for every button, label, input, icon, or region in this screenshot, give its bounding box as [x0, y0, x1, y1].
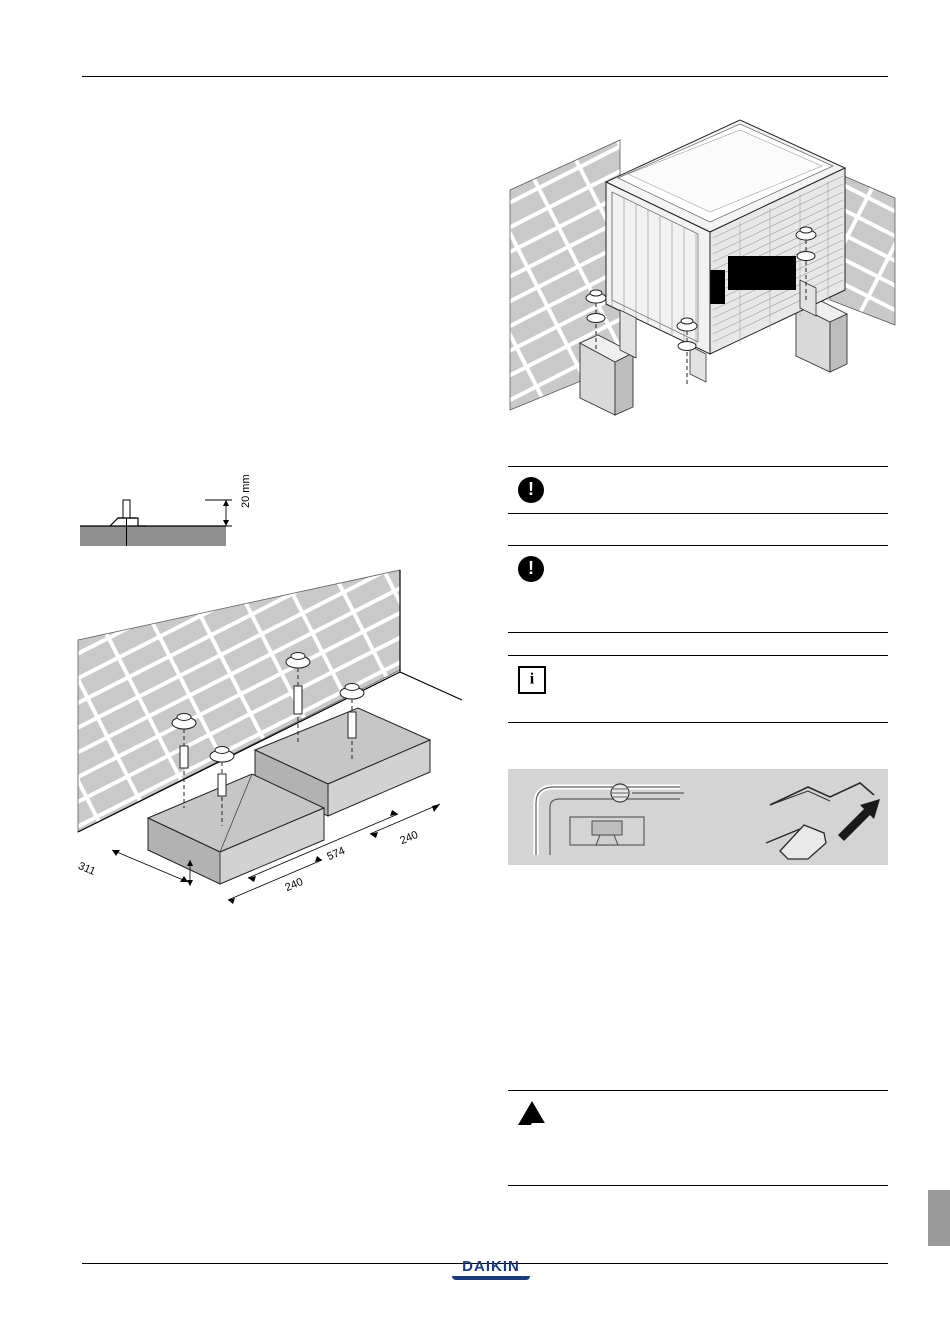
anchor-bolt-height-detail-figure — [80, 474, 260, 554]
information-row — [508, 655, 888, 723]
dimension-574-label: 574 — [325, 844, 347, 864]
information-icon — [518, 666, 546, 694]
warning-triangle-icon — [518, 1101, 546, 1129]
brand-logo-text: DAIKIN — [462, 1258, 520, 1275]
exclamation-circle-icon — [518, 556, 546, 584]
header-rule — [82, 76, 888, 77]
dimension-240-front-label: 240 — [283, 875, 305, 895]
drain-plug-photo-panel — [508, 769, 888, 865]
foundation-plan-figure — [70, 560, 470, 960]
caution-row — [508, 1090, 888, 1186]
notice-2-row — [508, 545, 888, 633]
dimension-240-rear-label: 240 — [398, 828, 420, 848]
brand-logo-swoosh — [452, 1276, 530, 1280]
dimension-311-label: 311 — [76, 860, 98, 878]
page-edge-tab — [928, 1190, 950, 1246]
exclamation-circle-icon — [518, 477, 546, 505]
notice-1-row — [508, 466, 888, 514]
bolt-height-dimension-label: 20 mm — [240, 474, 252, 508]
brand-logo — [447, 1258, 535, 1280]
wall-mount-unit-figure — [500, 110, 900, 440]
